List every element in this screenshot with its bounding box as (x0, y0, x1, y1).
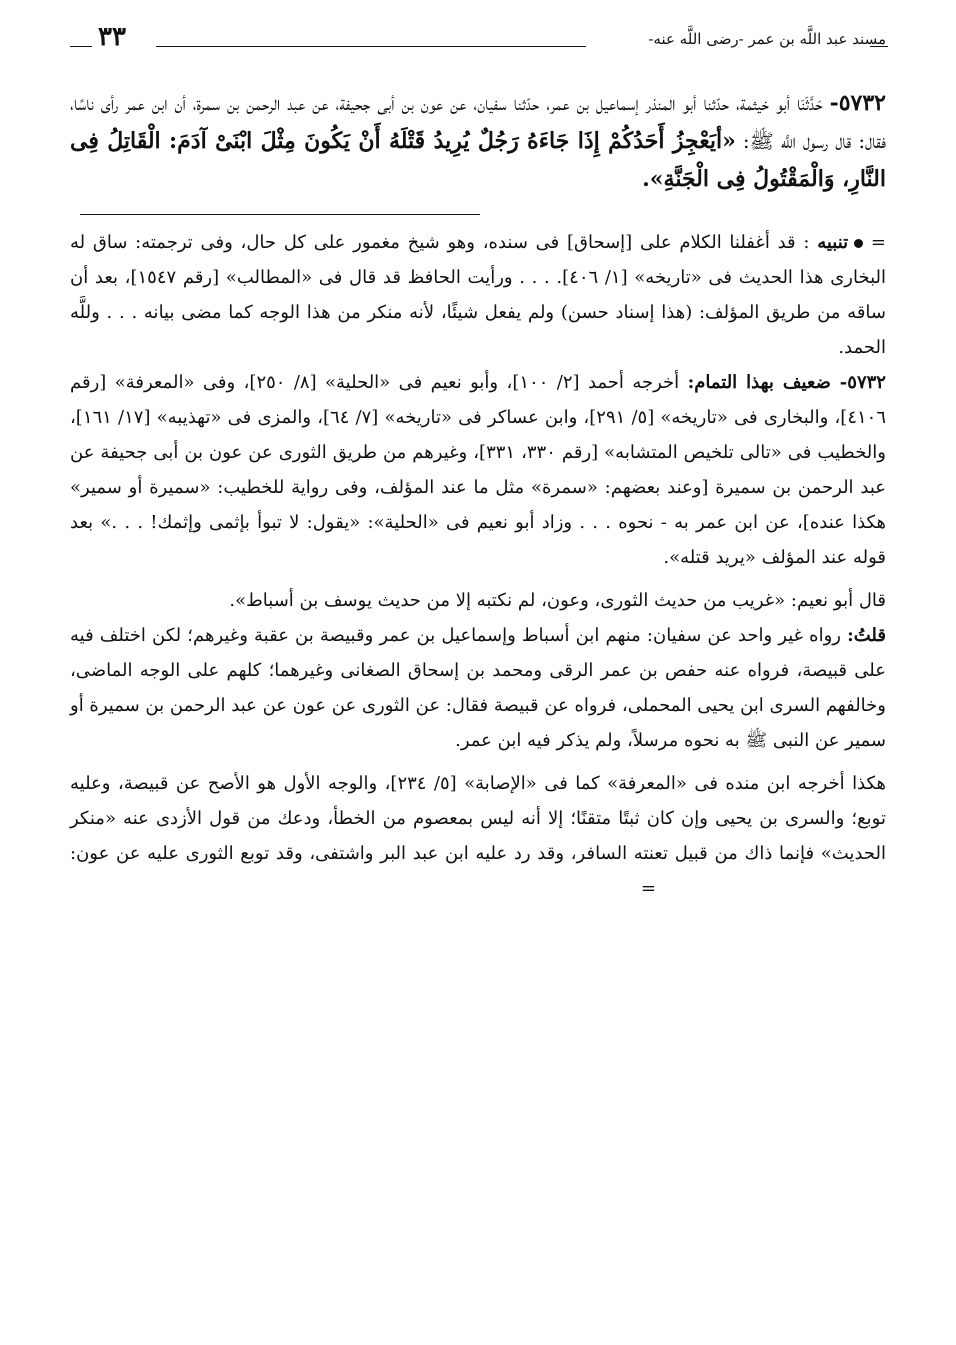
takhrij-text: أخرجه أحمد [٢/ ١٠٠]، وأبو نعيم فى «الحلية» [٨/ ٢٥٠]، وفى «المعرفة» [رقم ٤١٠٦]، والبخارى فى «تاريخه» [٥/ ٢٩١]، وابن عساكر فى «تاريخه» [٧/ ٦٤]، والمزى فى «تهذيبه» [١٧/ ١٦١]، والخطيب فى «تالى تلخيص المتشابه» [رقم ٣٣٠، ٣٣١]، وغيرهم من طريق الثورى عن عون بن أبى جحيفة عن عبد الرحمن بن سميرة [وعند بعضهم: «سمرة» مثل ما عند المؤلف، وفى رواية للخطيب: «سميرة أو سمير» هكذا عنده]، عن ابن عمر به - نحوه . . . وزاد أبو نعيم فى «الحلية»: «يقول: لا تبوأ بإثمى وإثمك! . . .» بعد قوله عند المؤلف «يريد قتله». (70, 372, 886, 568)
final-paragraph (70, 766, 886, 906)
tanbih-text: : قد أغفلنا الكلام على [إسحاق] فى سنده، وهو شيخ مغمور على كل حال، وفى ترجمته: ساق له البخارى هذا الحديث فى «تاريخه» [١/ ٤٠٦]. . . . ورأيت الحافظ قد قال فى «المطالب» [رقم ١٥٤٧]، بعد أن ساقه من طريق المؤلف: (هذا إسناد حسن) ولم يفعل شيئًا، لأنه منكر من هذا الوجه كما مضى بيانه . . . وللَّه الحمد. (70, 232, 886, 358)
end-marker: = (640, 878, 656, 899)
abu-nuaym-paragraph: قال أبو نعيم: «غريب من حديث الثورى، وعون، لم نكتبه إلا من حديث يوسف بن أسباط». (229, 590, 886, 611)
hadith-matn: «أيَعْجِزُ أَحَدُكُمْ إِذَا جَاءَهُ رَجُلٌ يُرِيدُ قَتْلَهُ أَنْ يَكُونَ مِثْلَ ابْنَىْ آدَمَ: الْقَاتِلُ فِى النَّارِ، وَالْمَقْتُولُ فِى الْجَنَّةِ». (70, 128, 886, 192)
footnote-divider (80, 214, 480, 215)
page-number: ٣٣ (98, 22, 126, 52)
continuation-marker: = (870, 232, 886, 253)
qultu-label: قلتُ: (847, 625, 886, 646)
running-title: مسند عبد اللَّه بن عمر -رضى اللَّه عنه- (648, 30, 886, 48)
footnotes (70, 225, 886, 906)
qultu-text: رواه غير واحد عن سفيان: منهم ابن أسباط وإسماعيل بن عمر وقبيصة بن عقبة وغيرهم؛ لكن اختلف فيه على قبيصة، فرواه عنه حفص بن عمر الرقى ومحمد بن إسحاق الصغانى وغيرهما؛ كلهم على الوجه الماضى، وخالفهم السرى ابن يحيى المحملى، فرواه عن قبيصة فقال: عن الثورى عن عون عن عبد الرحمن بن سميرة أو سمير عن النبى ﷺ به نحوه مرسلاً، ولم يذكر فيه ابن عمر. (70, 625, 886, 751)
tanbih-paragraph (70, 225, 886, 365)
bullet-icon (854, 239, 863, 248)
running-header (70, 22, 886, 62)
final-text: هكذا أخرجه ابن منده فى «المعرفة» كما فى «الإصابة» [٥/ ٢٣٤]، والوجه الأول هو الأصح عن قبيصة، وعليه توبع؛ والسرى بن يحيى وإن كان ثبتًا متقنًا؛ إلا أنه ليس بمعصوم من الخطأ، ودعك من قول الأزدى عنه «منكر الحديث» فإنما ذاك من قبيل تعنته السافر، وقد رد عليه ابن عبد البر واشتفى، وقد توبع الثورى عليه عن عون: (70, 773, 886, 864)
header-dash-left (70, 46, 92, 47)
takhrij-paragraph (70, 365, 886, 575)
qultu-paragraph (70, 618, 886, 758)
spacer (70, 758, 886, 766)
page (70, 22, 886, 906)
spacer (70, 575, 886, 583)
header-rule (156, 46, 586, 47)
hadith-text (70, 84, 886, 198)
takhrij-label: ٥٧٣٢- ضعيف بهذا التمام: (687, 372, 886, 393)
hadith-number: ٥٧٣٢- (829, 90, 886, 116)
hadith-isnad: حَدَّثَنَا أبو خيثمة، حدّثنا أبو المنذر إسماعيل بن عمر، حدّثنا سفيان، عن عون بن أبى جحيفة، عن عبد الرحمن بن سمرة، أن ابن عمر رأى ناسًا، فقال: قال رسول اللَّه ﷺ: (70, 91, 886, 153)
tanbih-label: تنبيه (817, 232, 849, 253)
